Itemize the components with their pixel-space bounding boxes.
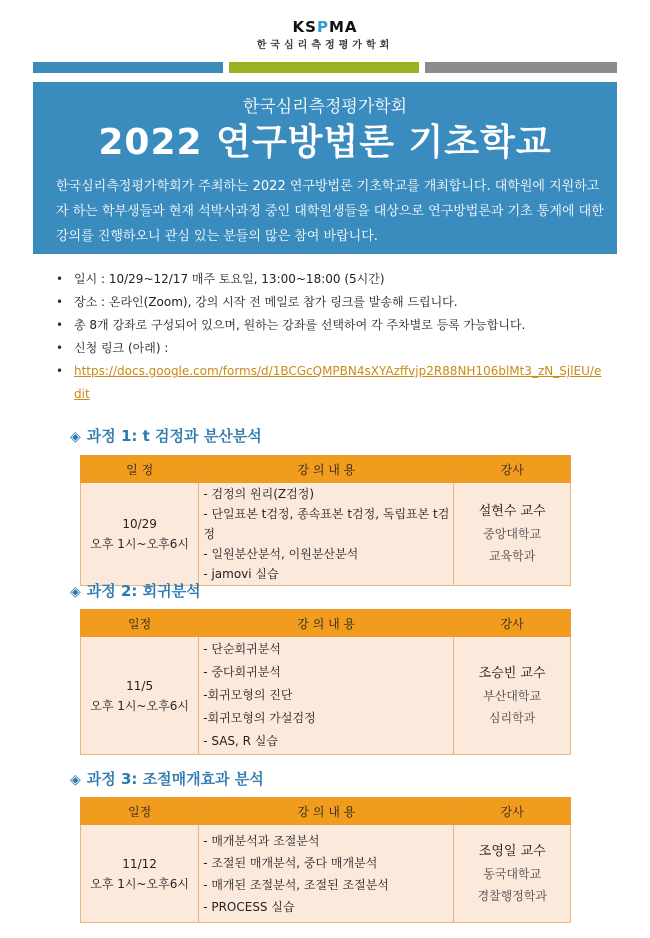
info-schedule: • 일시 : 10/29~12/17 매주 토요일, 13:00~18:00 (5시간): [52, 268, 607, 291]
course-1-title: ◈ 과정 1: t 검정과 분산분석: [70, 427, 262, 445]
header-instructor: 강사: [454, 798, 571, 825]
table-row: [81, 637, 571, 755]
table-header-row: [81, 456, 571, 483]
header-date: 일정: [81, 798, 199, 825]
date-cell: 10/29 오후 1시~오후6시: [81, 483, 199, 586]
logo: KSPMA: [292, 18, 358, 36]
info-registration: • 총 8개 강좌로 구성되어 있으며, 원하는 강좌를 선택하여 각 주차별로 등록 가능합니다.: [52, 314, 607, 337]
content-cell: - 단순회귀분석 - 중다회귀분석 -회귀모형의 진단 -회귀모형의 가설검정 - SAS, R 실습: [199, 637, 454, 755]
info-location: • 장소 : 온라인(Zoom), 강의 시작 전 메일로 참가 링크를 발송해 드립니다.: [52, 291, 607, 314]
header-date: 일 정: [81, 456, 199, 483]
date-cell: 11/5 오후 1시~오후6시: [81, 637, 199, 755]
diamond-icon: ◈: [70, 772, 81, 788]
course-2-title: ◈ 과정 2: 회귀분석: [70, 582, 201, 600]
header-content: 강 의 내 용: [199, 798, 454, 825]
info-link-label: • 신청 링크 (아래) :: [52, 337, 607, 360]
divider-bar-blue: [33, 62, 223, 73]
course-2-table: [80, 609, 571, 755]
table-row: [81, 825, 571, 923]
content-cell: - 검정의 원리(Z검정) - 단일표본 t검정, 종속표본 t검정, 독립표본 t검정 - 일원분산분석, 이원분산분석 - jamovi 실습: [199, 483, 454, 586]
course-3-table: [80, 797, 571, 923]
table-row: [81, 483, 571, 586]
date-cell: 11/12 오후 1시~오후6시: [81, 825, 199, 923]
divider-bar-green: [229, 62, 419, 73]
page-title: 2022 연구방법론 기초학교: [98, 122, 552, 163]
info-link-item: [52, 360, 607, 406]
info-list: [52, 268, 607, 406]
banner-subtitle: 한국심리측정평가학회: [242, 97, 408, 117]
registration-link[interactable]: https://docs.google.com/forms/d/1BCGcQMPBN4sXYAzffvjp2R88NH106blMt3_zN_SjlEU/edit: [74, 364, 602, 401]
instructor-cell: 설현수 교수 중앙대학교 교육학과: [454, 483, 571, 586]
header-content: 강 의 내 용: [199, 610, 454, 637]
diamond-icon: ◈: [70, 429, 81, 445]
table-header-row: [81, 798, 571, 825]
course-1-table: [80, 455, 571, 586]
logo-subtitle: 한국심리측정평가학회: [256, 40, 394, 51]
diamond-icon: ◈: [70, 584, 81, 600]
banner: [33, 82, 617, 254]
content-cell: - 매개분석과 조절분석 - 조절된 매개분석, 중다 매개분석 - 매개된 조절분석, 조절된 조절분석 - PROCESS 실습: [199, 825, 454, 923]
banner-description: 한국심리측정평가학회가 주최하는 2022 연구방법론 기초학교를 개최합니다. 대학원에 지원하고자 하는 학부생들과 현재 석박사과정 중인 대학원생들을 대상으로 연구방법론과 기초 통계에 대한 강의를 진행하오니 관심 있는 분들의 많은 참여 바랍니다.: [56, 179, 604, 244]
instructor-cell: 조승빈 교수 부산대학교 심리학과: [454, 637, 571, 755]
table-header-row: [81, 610, 571, 637]
instructor-cell: 조영일 교수 동국대학교 경찰행정학과: [454, 825, 571, 923]
header-instructor: 강사: [454, 610, 571, 637]
divider-bar-gray: [425, 62, 617, 73]
header-content: 강 의 내 용: [199, 456, 454, 483]
course-3-title: ◈ 과정 3: 조절매개효과 분석: [70, 770, 264, 788]
header-instructor: 강사: [454, 456, 571, 483]
header-date: 일정: [81, 610, 199, 637]
